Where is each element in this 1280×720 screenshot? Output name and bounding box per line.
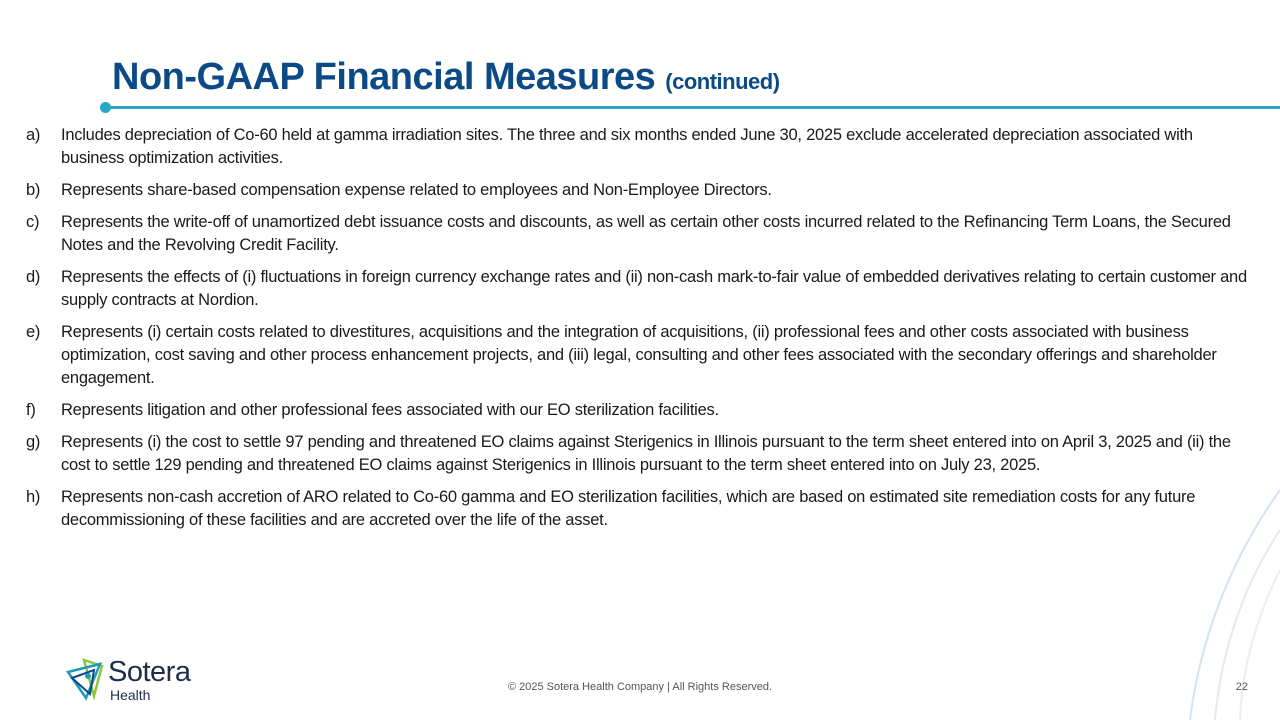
footnote-letter: c) xyxy=(26,213,40,231)
footnote-item xyxy=(26,211,1256,257)
footnote-item xyxy=(26,431,1256,477)
footnote-text: Represents the effects of (i) fluctuations in foreign currency exchange rates and (ii) non-cash mark-to-fair value of embedded derivatives relating to certain customer and supply contracts at Nordion. xyxy=(61,268,1247,309)
footnote-letter: g) xyxy=(26,433,41,451)
slide-title-suffix: (continued) xyxy=(665,69,780,94)
title-underline xyxy=(104,106,1280,109)
footnote-list xyxy=(26,124,1256,541)
title-underline-dot xyxy=(100,102,111,113)
footnote-text: Represents share-based compensation expense related to employees and Non-Employee Directors. xyxy=(61,181,772,199)
footer-copyright: © 2025 Sotera Health Company | All Rights Reserved. xyxy=(507,681,773,693)
footnote-letter: a) xyxy=(26,126,41,144)
footnote-item xyxy=(26,399,1256,422)
footnote-item xyxy=(26,124,1256,170)
slide-title xyxy=(112,56,780,99)
page-number: 22 xyxy=(1235,681,1248,693)
footnote-text: Represents non-cash accretion of ARO related to Co-60 gamma and EO sterilization facilities, which are based on estimated site remediation costs for any future decommissioning of these facilities and are accreted over the life of the asset. xyxy=(61,488,1196,529)
footnote-item xyxy=(26,321,1256,390)
footnote-item xyxy=(26,266,1256,312)
footnote-text: Represents litigation and other professional fees associated with our EO sterilization facilities. xyxy=(61,401,719,419)
footnote-text: Represents (i) the cost to settle 97 pending and threatened EO claims against Sterigenics in Illinois pursuant to the term sheet entered into on April 3, 2025 and (ii) the cost to settle 129 pending and threatened EO claims against Sterigenics in Illinois pursuant to the term sheet entered into on July 23, 2025. xyxy=(61,433,1231,474)
footnote-text: Represents the write-off of unamortized debt issuance costs and discounts, as well as certain other costs incurred related to the Refinancing Term Loans, the Secured Notes and the Revolving Credit Facility. xyxy=(61,213,1231,254)
footnote-item xyxy=(26,179,1256,202)
footnote-letter: d) xyxy=(26,268,41,286)
footnote-item xyxy=(26,486,1256,532)
logo-subtitle: Health xyxy=(110,687,151,703)
footnote-letter: e) xyxy=(26,323,41,341)
footnote-letter: f) xyxy=(26,401,36,419)
footnote-text: Represents (i) certain costs related to divestitures, acquisitions and the integration of acquisitions, (ii) professional fees and other costs associated with business optimization, cost saving and other process enhancement projects, and (iii) legal, consulting and other fees associated with the secondary offerings and shareholder engagement. xyxy=(61,323,1217,387)
logo-wordmark: Sotera xyxy=(108,656,191,688)
footnote-text: Includes depreciation of Co-60 held at gamma irradiation sites. The three and six months ended June 30, 2025 exclude accelerated depreciation associated with business optimization activities. xyxy=(61,126,1193,167)
footnote-letter: b) xyxy=(26,181,41,199)
sotera-health-logo-icon xyxy=(64,656,106,702)
slide-title-text: Non-GAAP Financial Measures xyxy=(112,56,656,98)
footnote-letter: h) xyxy=(26,488,41,506)
